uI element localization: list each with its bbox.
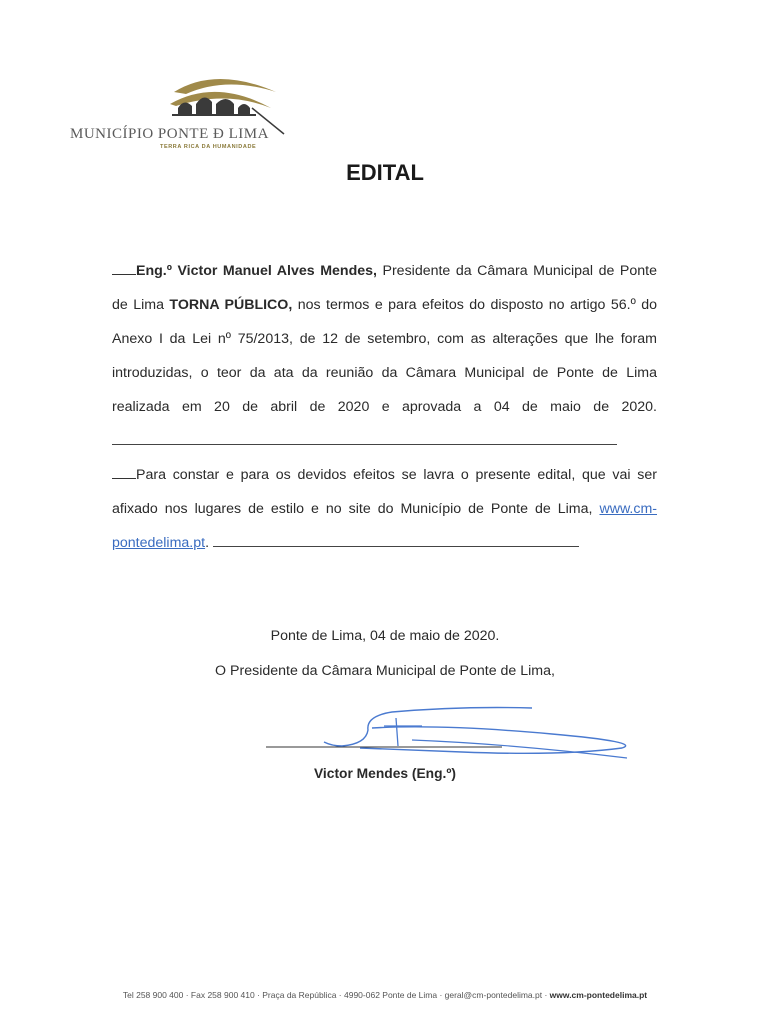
indent-line (112, 260, 136, 275)
logo-wordmark (70, 126, 269, 143)
website-link[interactable]: www.cm-pontedelima.pt (112, 501, 657, 551)
paragraph1-text1: Presidente da Câmara Municipal de Ponte de Lima (112, 263, 657, 313)
president-title: O Presidente da Câmara Municipal de Ponte de Lima, (215, 663, 555, 679)
paragraph2-text: Para constar e para os devidos efeitos se lavra o presente edital, que vai ser afixado nos lugares de estilo e no site do Município de Ponte de Lima, (112, 467, 657, 517)
torna-publico: TORNA PÚBLICO, (169, 297, 293, 313)
municipality-logo (66, 68, 306, 158)
signatory-name: Victor Mendes (Eng.º) (313, 766, 456, 781)
closing-paragraph (112, 458, 657, 560)
handwritten-signature-icon (262, 700, 642, 760)
document-title: EDITAL (346, 160, 424, 185)
page-footer (0, 990, 770, 1000)
paragraph1-text2: nos termos e para efeitos do disposto no artigo 56.º do Anexo I da Lei nº 75/2013, de 12 de setembro, com as alterações que lhe foram introduzidas, o teor da ata da reunião da Câmara Municipal de Ponte de Lima realizada em 20 de abril de 2020 e aprovada a 04 de maio de 2020. (112, 297, 657, 415)
link-period: . (205, 535, 210, 551)
footer-site[interactable]: www.cm-pontedelima.pt (549, 990, 648, 1000)
indent-line (112, 464, 136, 479)
fill-line (213, 534, 579, 547)
logo-tagline: TERRA RICA DA HUMANIDADE (160, 144, 257, 150)
logo-municipio: MUNICÍPIO (70, 126, 154, 142)
footer-contacts: Tel 258 900 400 · Fax 258 900 410 · Praça da República · 4990-062 Ponte de Lima · geral@cm-pontedelima.pt · (122, 990, 550, 1000)
place-date: Ponte de Lima, 04 de maio de 2020. (270, 628, 500, 644)
announcement-paragraph (112, 254, 657, 458)
president-name: Eng.º Victor Manuel Alves Mendes, (136, 263, 377, 279)
logo-name: PONTE Ð LIMA (157, 126, 269, 142)
fill-line (112, 432, 617, 445)
